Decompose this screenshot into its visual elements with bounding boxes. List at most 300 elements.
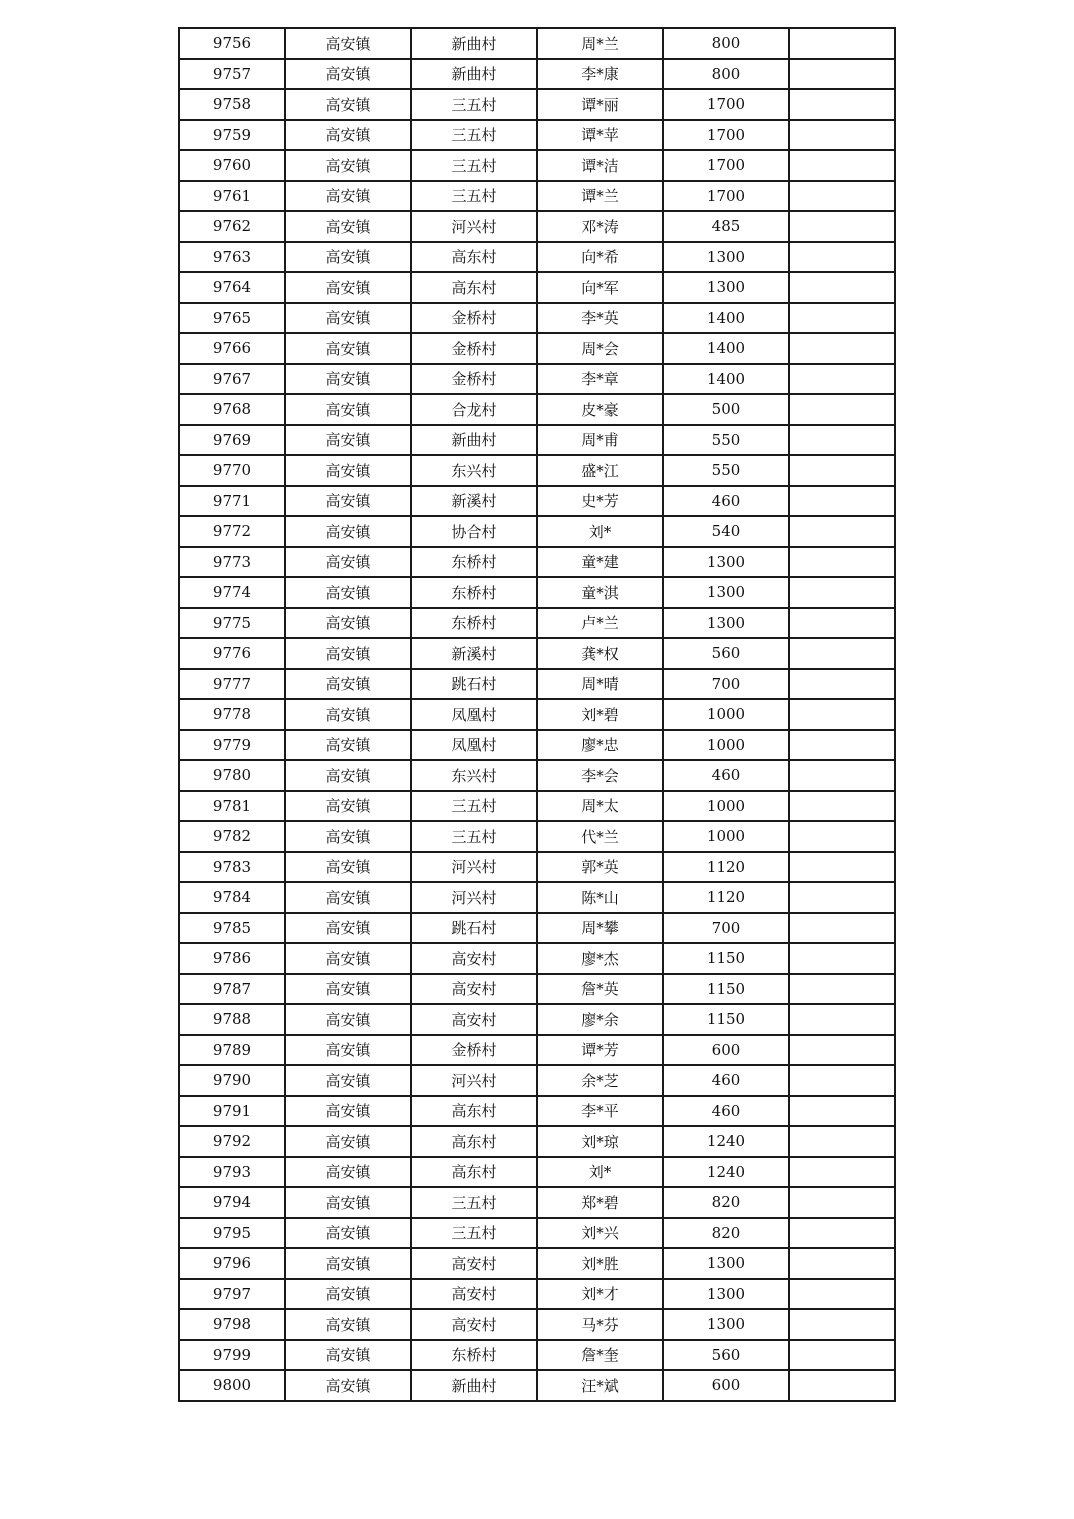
village-cell: 三五村 (411, 1187, 537, 1218)
table-row (179, 608, 895, 639)
village-cell: 高安村 (411, 943, 537, 974)
remark-cell (789, 120, 895, 151)
row-number-cell: 9760 (179, 150, 285, 181)
amount-cell: 600 (663, 1370, 789, 1401)
town-cell: 高安镇 (285, 608, 411, 639)
remark-cell (789, 1035, 895, 1066)
table-row (179, 364, 895, 395)
remark-cell (789, 791, 895, 822)
table-row (179, 852, 895, 883)
village-cell: 新曲村 (411, 425, 537, 456)
amount-cell: 1700 (663, 89, 789, 120)
amount-cell: 560 (663, 638, 789, 669)
remark-cell (789, 1248, 895, 1279)
village-cell: 高东村 (411, 1096, 537, 1127)
village-cell: 新溪村 (411, 486, 537, 517)
town-cell: 高安镇 (285, 394, 411, 425)
town-cell: 高安镇 (285, 547, 411, 578)
name-cell: 李*康 (537, 59, 663, 90)
row-number-cell: 9794 (179, 1187, 285, 1218)
row-number-cell: 9774 (179, 577, 285, 608)
remark-cell (789, 577, 895, 608)
amount-cell: 560 (663, 1340, 789, 1371)
amount-cell: 1400 (663, 303, 789, 334)
row-number-cell: 9792 (179, 1126, 285, 1157)
town-cell: 高安镇 (285, 1279, 411, 1310)
remark-cell (789, 760, 895, 791)
town-cell: 高安镇 (285, 28, 411, 59)
row-number-cell: 9756 (179, 28, 285, 59)
name-cell: 李*英 (537, 303, 663, 334)
name-cell: 卢*兰 (537, 608, 663, 639)
name-cell: 刘*碧 (537, 699, 663, 730)
name-cell: 向*希 (537, 242, 663, 273)
row-number-cell: 9778 (179, 699, 285, 730)
village-cell: 三五村 (411, 791, 537, 822)
village-cell: 凤凰村 (411, 699, 537, 730)
table-row (179, 1096, 895, 1127)
amount-cell: 800 (663, 28, 789, 59)
remark-cell (789, 608, 895, 639)
village-cell: 东桥村 (411, 547, 537, 578)
remark-cell (789, 455, 895, 486)
remark-cell (789, 669, 895, 700)
table-row (179, 547, 895, 578)
town-cell: 高安镇 (285, 150, 411, 181)
remark-cell (789, 547, 895, 578)
town-cell: 高安镇 (285, 1096, 411, 1127)
village-cell: 高东村 (411, 242, 537, 273)
amount-cell: 800 (663, 59, 789, 90)
town-cell: 高安镇 (285, 852, 411, 883)
remark-cell (789, 1157, 895, 1188)
village-cell: 跳石村 (411, 913, 537, 944)
remark-cell (789, 1340, 895, 1371)
village-cell: 新曲村 (411, 1370, 537, 1401)
village-cell: 河兴村 (411, 1065, 537, 1096)
table-row (179, 272, 895, 303)
table-row (179, 699, 895, 730)
remark-cell (789, 1309, 895, 1340)
remark-cell (789, 516, 895, 547)
remark-cell (789, 425, 895, 456)
name-cell: 谭*芳 (537, 1035, 663, 1066)
row-number-cell: 9781 (179, 791, 285, 822)
village-cell: 高安村 (411, 1248, 537, 1279)
remark-cell (789, 59, 895, 90)
table-row (179, 1187, 895, 1218)
row-number-cell: 9766 (179, 333, 285, 364)
name-cell: 李*章 (537, 364, 663, 395)
village-cell: 高安村 (411, 1004, 537, 1035)
amount-cell: 1700 (663, 120, 789, 151)
table-row (179, 882, 895, 913)
name-cell: 廖*余 (537, 1004, 663, 1035)
village-cell: 三五村 (411, 89, 537, 120)
town-cell: 高安镇 (285, 1126, 411, 1157)
village-cell: 东桥村 (411, 608, 537, 639)
town-cell: 高安镇 (285, 1187, 411, 1218)
records-table-body (179, 28, 895, 1401)
table-row (179, 303, 895, 334)
row-number-cell: 9769 (179, 425, 285, 456)
town-cell: 高安镇 (285, 974, 411, 1005)
town-cell: 高安镇 (285, 242, 411, 273)
amount-cell: 550 (663, 425, 789, 456)
name-cell: 马*芬 (537, 1309, 663, 1340)
village-cell: 三五村 (411, 150, 537, 181)
town-cell: 高安镇 (285, 303, 411, 334)
amount-cell: 1700 (663, 181, 789, 212)
town-cell: 高安镇 (285, 577, 411, 608)
amount-cell: 1000 (663, 699, 789, 730)
row-number-cell: 9770 (179, 455, 285, 486)
row-number-cell: 9773 (179, 547, 285, 578)
amount-cell: 600 (663, 1035, 789, 1066)
village-cell: 三五村 (411, 1218, 537, 1249)
amount-cell: 1300 (663, 1309, 789, 1340)
table-row (179, 1279, 895, 1310)
village-cell: 协合村 (411, 516, 537, 547)
village-cell: 东桥村 (411, 577, 537, 608)
amount-cell: 1000 (663, 821, 789, 852)
name-cell: 詹*英 (537, 974, 663, 1005)
table-row (179, 821, 895, 852)
village-cell: 金桥村 (411, 1035, 537, 1066)
row-number-cell: 9759 (179, 120, 285, 151)
village-cell: 凤凰村 (411, 730, 537, 761)
remark-cell (789, 1279, 895, 1310)
name-cell: 史*芳 (537, 486, 663, 517)
town-cell: 高安镇 (285, 1248, 411, 1279)
name-cell: 谭*丽 (537, 89, 663, 120)
table-row (179, 943, 895, 974)
name-cell: 刘*才 (537, 1279, 663, 1310)
name-cell: 刘*琼 (537, 1126, 663, 1157)
town-cell: 高安镇 (285, 1004, 411, 1035)
town-cell: 高安镇 (285, 516, 411, 547)
row-number-cell: 9764 (179, 272, 285, 303)
amount-cell: 460 (663, 1065, 789, 1096)
amount-cell: 485 (663, 211, 789, 242)
amount-cell: 1300 (663, 547, 789, 578)
row-number-cell: 9800 (179, 1370, 285, 1401)
name-cell: 周*太 (537, 791, 663, 822)
table-row (179, 516, 895, 547)
remark-cell (789, 943, 895, 974)
village-cell: 高安村 (411, 974, 537, 1005)
remark-cell (789, 852, 895, 883)
name-cell: 郑*碧 (537, 1187, 663, 1218)
table-row (179, 89, 895, 120)
records-table (178, 27, 896, 1402)
village-cell: 东兴村 (411, 760, 537, 791)
amount-cell: 1300 (663, 1279, 789, 1310)
town-cell: 高安镇 (285, 1035, 411, 1066)
village-cell: 河兴村 (411, 882, 537, 913)
village-cell: 三五村 (411, 821, 537, 852)
amount-cell: 1700 (663, 150, 789, 181)
remark-cell (789, 1126, 895, 1157)
remark-cell (789, 1065, 895, 1096)
town-cell: 高安镇 (285, 89, 411, 120)
remark-cell (789, 1187, 895, 1218)
row-number-cell: 9791 (179, 1096, 285, 1127)
town-cell: 高安镇 (285, 638, 411, 669)
table-row (179, 1248, 895, 1279)
row-number-cell: 9798 (179, 1309, 285, 1340)
name-cell: 陈*山 (537, 882, 663, 913)
remark-cell (789, 913, 895, 944)
amount-cell: 540 (663, 516, 789, 547)
amount-cell: 1300 (663, 272, 789, 303)
row-number-cell: 9780 (179, 760, 285, 791)
amount-cell: 500 (663, 394, 789, 425)
name-cell: 周*晴 (537, 669, 663, 700)
town-cell: 高安镇 (285, 699, 411, 730)
village-cell: 新曲村 (411, 59, 537, 90)
name-cell: 谭*洁 (537, 150, 663, 181)
amount-cell: 1150 (663, 1004, 789, 1035)
amount-cell: 1300 (663, 242, 789, 273)
row-number-cell: 9788 (179, 1004, 285, 1035)
row-number-cell: 9793 (179, 1157, 285, 1188)
name-cell: 皮*豪 (537, 394, 663, 425)
name-cell: 刘* (537, 516, 663, 547)
remark-cell (789, 1004, 895, 1035)
row-number-cell: 9786 (179, 943, 285, 974)
table-row (179, 760, 895, 791)
village-cell: 高东村 (411, 1157, 537, 1188)
village-cell: 金桥村 (411, 303, 537, 334)
town-cell: 高安镇 (285, 59, 411, 90)
remark-cell (789, 486, 895, 517)
amount-cell: 1000 (663, 730, 789, 761)
town-cell: 高安镇 (285, 730, 411, 761)
amount-cell: 1400 (663, 364, 789, 395)
row-number-cell: 9779 (179, 730, 285, 761)
name-cell: 盛*江 (537, 455, 663, 486)
amount-cell: 700 (663, 913, 789, 944)
town-cell: 高安镇 (285, 913, 411, 944)
town-cell: 高安镇 (285, 821, 411, 852)
name-cell: 谭*苹 (537, 120, 663, 151)
name-cell: 向*军 (537, 272, 663, 303)
remark-cell (789, 1370, 895, 1401)
row-number-cell: 9797 (179, 1279, 285, 1310)
table-row (179, 211, 895, 242)
village-cell: 高东村 (411, 272, 537, 303)
row-number-cell: 9762 (179, 211, 285, 242)
amount-cell: 1150 (663, 943, 789, 974)
table-row (179, 1035, 895, 1066)
row-number-cell: 9776 (179, 638, 285, 669)
row-number-cell: 9758 (179, 89, 285, 120)
table-row (179, 1370, 895, 1401)
village-cell: 新溪村 (411, 638, 537, 669)
town-cell: 高安镇 (285, 1370, 411, 1401)
table-row (179, 1126, 895, 1157)
name-cell: 余*芝 (537, 1065, 663, 1096)
name-cell: 邓*涛 (537, 211, 663, 242)
remark-cell (789, 150, 895, 181)
village-cell: 跳石村 (411, 669, 537, 700)
remark-cell (789, 882, 895, 913)
amount-cell: 1400 (663, 333, 789, 364)
amount-cell: 550 (663, 455, 789, 486)
name-cell: 代*兰 (537, 821, 663, 852)
remark-cell (789, 699, 895, 730)
name-cell: 周*会 (537, 333, 663, 364)
town-cell: 高安镇 (285, 1157, 411, 1188)
row-number-cell: 9784 (179, 882, 285, 913)
town-cell: 高安镇 (285, 333, 411, 364)
table-row (179, 974, 895, 1005)
row-number-cell: 9785 (179, 913, 285, 944)
town-cell: 高安镇 (285, 943, 411, 974)
remark-cell (789, 303, 895, 334)
remark-cell (789, 89, 895, 120)
town-cell: 高安镇 (285, 791, 411, 822)
row-number-cell: 9768 (179, 394, 285, 425)
name-cell: 郭*英 (537, 852, 663, 883)
village-cell: 东桥村 (411, 1340, 537, 1371)
village-cell: 高安村 (411, 1309, 537, 1340)
table-row (179, 150, 895, 181)
name-cell: 詹*奎 (537, 1340, 663, 1371)
remark-cell (789, 1096, 895, 1127)
amount-cell: 1300 (663, 577, 789, 608)
amount-cell: 1240 (663, 1126, 789, 1157)
name-cell: 廖*杰 (537, 943, 663, 974)
village-cell: 东兴村 (411, 455, 537, 486)
name-cell: 龚*权 (537, 638, 663, 669)
row-number-cell: 9789 (179, 1035, 285, 1066)
town-cell: 高安镇 (285, 272, 411, 303)
village-cell: 金桥村 (411, 333, 537, 364)
amount-cell: 460 (663, 760, 789, 791)
amount-cell: 460 (663, 1096, 789, 1127)
remark-cell (789, 242, 895, 273)
village-cell: 三五村 (411, 181, 537, 212)
amount-cell: 1120 (663, 852, 789, 883)
amount-cell: 820 (663, 1187, 789, 1218)
town-cell: 高安镇 (285, 425, 411, 456)
amount-cell: 820 (663, 1218, 789, 1249)
name-cell: 周*兰 (537, 28, 663, 59)
town-cell: 高安镇 (285, 364, 411, 395)
town-cell: 高安镇 (285, 760, 411, 791)
table-row (179, 1157, 895, 1188)
remark-cell (789, 394, 895, 425)
row-number-cell: 9795 (179, 1218, 285, 1249)
table-row (179, 242, 895, 273)
row-number-cell: 9787 (179, 974, 285, 1005)
town-cell: 高安镇 (285, 882, 411, 913)
name-cell: 李*平 (537, 1096, 663, 1127)
table-row (179, 638, 895, 669)
amount-cell: 1300 (663, 608, 789, 639)
town-cell: 高安镇 (285, 181, 411, 212)
table-row (179, 1004, 895, 1035)
table-row (179, 730, 895, 761)
remark-cell (789, 211, 895, 242)
remark-cell (789, 974, 895, 1005)
row-number-cell: 9799 (179, 1340, 285, 1371)
table-row (179, 577, 895, 608)
remark-cell (789, 272, 895, 303)
row-number-cell: 9761 (179, 181, 285, 212)
amount-cell: 1150 (663, 974, 789, 1005)
row-number-cell: 9790 (179, 1065, 285, 1096)
village-cell: 金桥村 (411, 364, 537, 395)
village-cell: 高东村 (411, 1126, 537, 1157)
town-cell: 高安镇 (285, 1065, 411, 1096)
row-number-cell: 9772 (179, 516, 285, 547)
name-cell: 童*建 (537, 547, 663, 578)
town-cell: 高安镇 (285, 486, 411, 517)
table-row (179, 455, 895, 486)
remark-cell (789, 28, 895, 59)
name-cell: 廖*忠 (537, 730, 663, 761)
table-row (179, 181, 895, 212)
row-number-cell: 9775 (179, 608, 285, 639)
name-cell: 汪*斌 (537, 1370, 663, 1401)
table-row (179, 913, 895, 944)
name-cell: 童*淇 (537, 577, 663, 608)
table-row (179, 1340, 895, 1371)
row-number-cell: 9771 (179, 486, 285, 517)
remark-cell (789, 821, 895, 852)
remark-cell (789, 730, 895, 761)
remark-cell (789, 364, 895, 395)
row-number-cell: 9796 (179, 1248, 285, 1279)
row-number-cell: 9767 (179, 364, 285, 395)
remark-cell (789, 333, 895, 364)
table-row (179, 1218, 895, 1249)
town-cell: 高安镇 (285, 120, 411, 151)
amount-cell: 700 (663, 669, 789, 700)
remark-cell (789, 638, 895, 669)
village-cell: 河兴村 (411, 211, 537, 242)
table-row (179, 28, 895, 59)
name-cell: 谭*兰 (537, 181, 663, 212)
row-number-cell: 9783 (179, 852, 285, 883)
amount-cell: 1300 (663, 1248, 789, 1279)
village-cell: 新曲村 (411, 28, 537, 59)
table-row (179, 333, 895, 364)
village-cell: 三五村 (411, 120, 537, 151)
amount-cell: 1120 (663, 882, 789, 913)
row-number-cell: 9782 (179, 821, 285, 852)
amount-cell: 1240 (663, 1157, 789, 1188)
name-cell: 刘* (537, 1157, 663, 1188)
amount-cell: 460 (663, 486, 789, 517)
name-cell: 李*会 (537, 760, 663, 791)
table-row (179, 1309, 895, 1340)
town-cell: 高安镇 (285, 1340, 411, 1371)
town-cell: 高安镇 (285, 1218, 411, 1249)
town-cell: 高安镇 (285, 455, 411, 486)
remark-cell (789, 181, 895, 212)
row-number-cell: 9765 (179, 303, 285, 334)
table-row (179, 425, 895, 456)
remark-cell (789, 1218, 895, 1249)
table-row (179, 791, 895, 822)
village-cell: 河兴村 (411, 852, 537, 883)
table-row (179, 669, 895, 700)
name-cell: 刘*兴 (537, 1218, 663, 1249)
